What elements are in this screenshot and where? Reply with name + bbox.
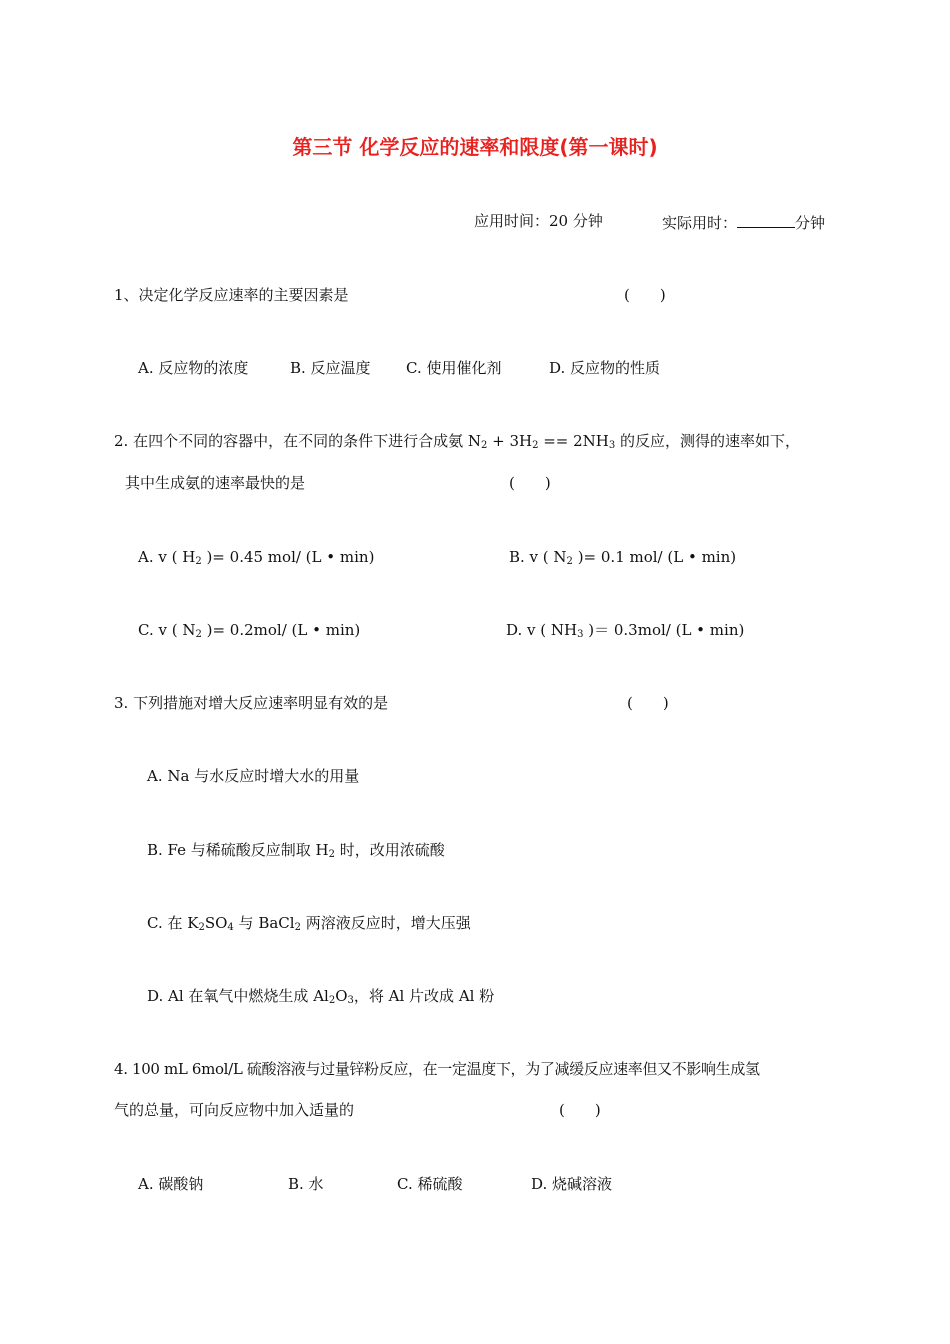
question-3-option-a[interactable]: A. Na 与水反应时增大水的用量 [147,767,360,785]
question-3-option-d[interactable]: D. Al 在氧气中燃烧生成 $Al_2O_3$，将 Al 片改成 Al 粉 [147,987,495,1006]
page-title: 第三节 化学反应的速率和限度(第一课时) [292,135,658,159]
question-2-stem-line2: 其中生成氨的速率最快的是 [125,474,306,492]
question-3-answer-bracket[interactable]: ( ) [627,694,669,712]
actual-time-unit: 分钟 [795,214,826,232]
question-1-option-b[interactable]: B. 反应温度 [290,359,371,377]
question-3-stem: 3. 下列措施对增大反应速率明显有效的是 [114,694,389,712]
actual-time-label: 实际用时： [662,214,738,232]
question-4-stem-line2: 气的总量，可向反应物中加入适量的 [114,1101,355,1119]
question-2-answer-bracket[interactable]: ( ) [509,474,551,492]
question-2-option-b[interactable]: B. v ( $N_2$ )= 0.1 mol/ (L • min) [509,548,737,567]
question-1-option-a[interactable]: A. 反应物的浓度 [138,359,249,377]
actual-time-blank[interactable] [737,214,795,228]
question-1-stem: 1、决定化学反应速率的主要因素是 [114,286,349,304]
question-4-option-a[interactable]: A. 碳酸钠 [138,1175,204,1193]
question-1-answer-bracket[interactable]: ( ) [624,286,666,304]
question-1-option-c[interactable]: C. 使用催化剂 [406,359,502,377]
question-2-option-c[interactable]: C. v ( $N_2$ )= 0.2mol/ (L • min) [138,621,361,640]
actual-time [662,214,825,231]
question-1-option-d[interactable]: D. 反应物的性质 [549,359,661,377]
question-3-option-b[interactable]: B. Fe 与稀硫酸反应制取 $H_2$ 时，改用浓硫酸 [147,841,445,860]
question-4-stem: 4. 100 mL 6mol/L 硫酸溶液与过量锌粉反应，在一定温度下，为了减缓反应速率但又不影响生成氢 [114,1060,760,1078]
suggested-time: 应用时间：20 分钟 [474,212,603,230]
question-2-option-a[interactable]: A. v ( $H_2$ )= 0.45 mol/ (L • min) [138,548,375,567]
question-4-answer-bracket[interactable]: ( ) [559,1101,601,1119]
question-3-option-c[interactable]: C. 在 $K_2SO_4$ 与 BaCl$_2$ 两溶液反应时，增大压强 [147,914,471,933]
question-4-option-c[interactable]: C. 稀硫酸 [397,1175,463,1193]
question-2-option-d[interactable]: D. v ( $NH_3$ )＝ 0.3mol/ (L • min) [506,621,745,640]
question-2-stem: 2. 在四个不同的容器中，在不同的条件下进行合成氨 $N_2 + 3H_2 == 2NH_3$ 的反应，测得的速率如下， [114,432,801,451]
question-4-option-b[interactable]: B. 水 [288,1175,324,1193]
question-4-option-d[interactable]: D. 烧碱溶液 [531,1175,613,1193]
